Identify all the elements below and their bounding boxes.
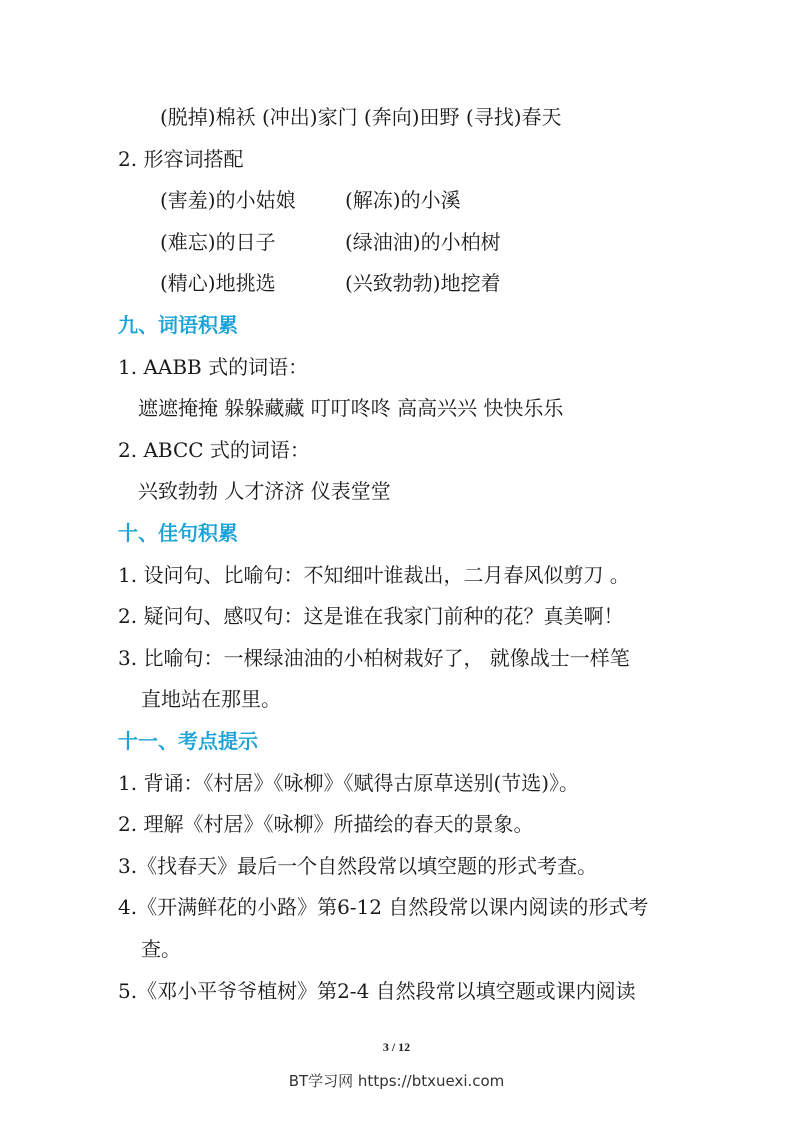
aabb-title: 1. AABB 式的词语： [118, 355, 309, 379]
adjective-pair: (难忘)的日子 [160, 230, 276, 254]
sentence-item: 2. 疑问句、感叹句：这是谁在我家门前种的花？真美啊！ [118, 604, 624, 628]
page-number: 3 / 12 [382, 1040, 411, 1054]
exam-tip-item: 4.《开满鲜花的小路》第6-12 自然段常以课内阅读的形式考 [118, 895, 649, 919]
verb-pairs-line: (脱掉)棉袄 (冲出)家门 (奔向)田野 (寻找)春天 [160, 105, 562, 129]
adjective-pair: (解冻)的小溪 [345, 188, 461, 212]
exam-tip-item: 5.《邓小平爷爷植树》第2-4 自然段常以填空题或课内阅读 [118, 979, 636, 1003]
sentence-item: 1. 设问句、比喻句：不知细叶谁裁出，二月春风似剪刀 。 [118, 563, 630, 587]
adjective-pairs-title: 2. 形容词搭配 [118, 147, 244, 171]
exam-tip-item: 3.《找春天》最后一个自然段常以填空题的形式考查。 [118, 854, 598, 878]
section-heading-exam-tips: 十一、考点提示 [118, 729, 258, 753]
footer-watermark: BT学习网 https://btxuexi.com [288, 1072, 505, 1090]
exam-tip-item-continued: 查。 [141, 937, 181, 961]
aabb-words: 遮遮掩掩 躲躲藏藏 叮叮咚咚 高高兴兴 快快乐乐 [138, 396, 564, 420]
section-heading-sentences: 十、佳句积累 [118, 521, 238, 545]
sentence-item-continued: 直地站在那里。 [141, 687, 281, 711]
section-heading-vocabulary: 九、词语积累 [118, 313, 238, 337]
exam-tip-item: 1. 背诵：《村居》《咏柳》《赋得古原草送别(节选)》。 [118, 771, 580, 795]
sentence-item: 3. 比喻句：一棵绿油油的小柏树栽好了， 就像战士一样笔 [118, 646, 630, 670]
exam-tip-item: 2. 理解《村居》《咏柳》所描绘的春天的景象。 [118, 812, 534, 836]
adjective-pair: (精心)地挑选 [160, 271, 276, 295]
adjective-pair: (害羞)的小姑娘 [160, 188, 296, 212]
adjective-pair: (兴致勃勃)地挖着 [345, 271, 501, 295]
abcc-title: 2. ABCC 式的词语： [118, 438, 310, 462]
adjective-pair: (绿油油)的小柏树 [345, 230, 501, 254]
abcc-words: 兴致勃勃 人才济济 仪表堂堂 [138, 479, 391, 503]
